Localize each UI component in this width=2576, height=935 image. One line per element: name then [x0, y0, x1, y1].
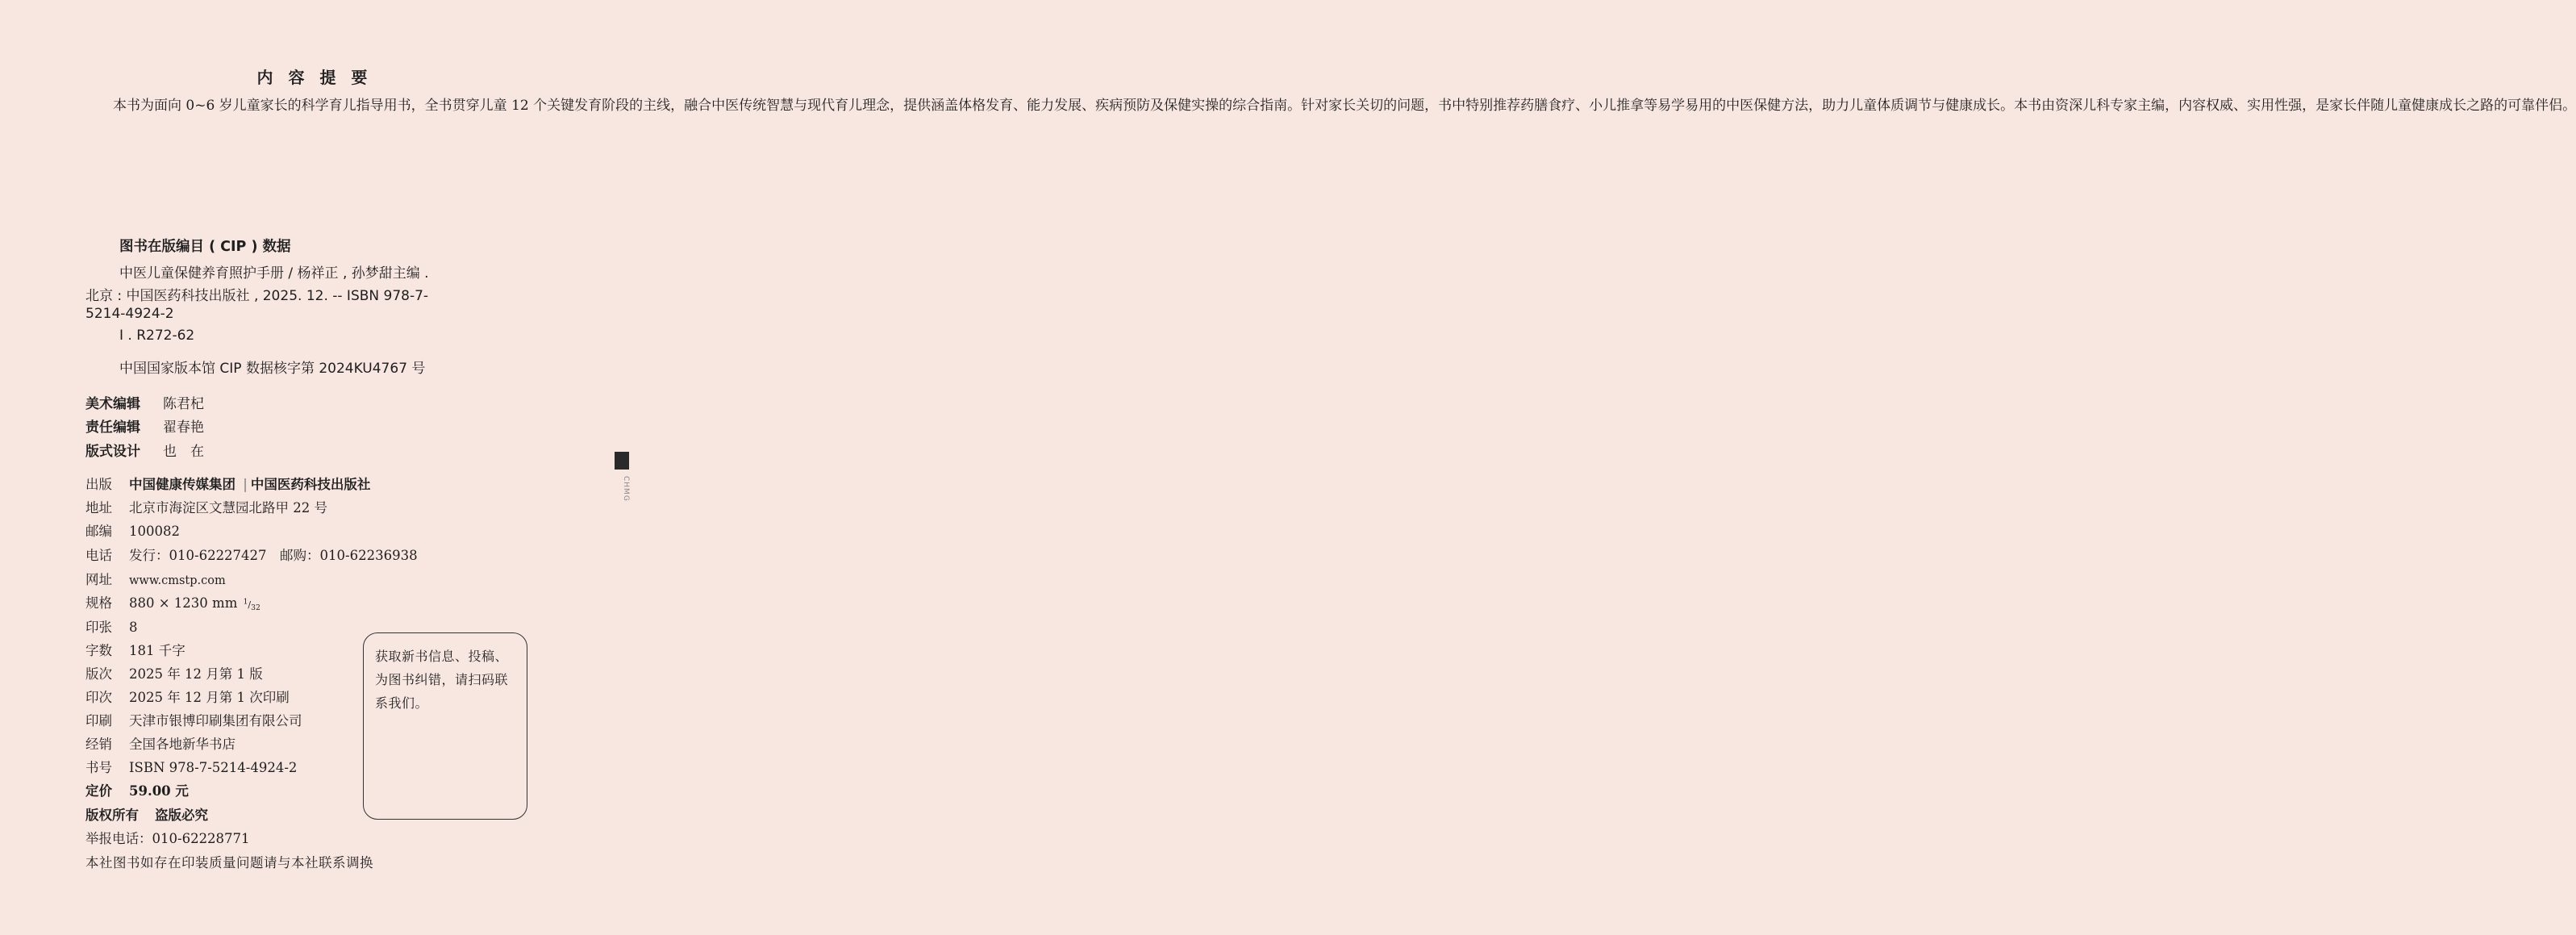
staff-label: 版式设计 — [85, 444, 140, 460]
cip-line-3: 5214-4924-2 — [85, 306, 174, 322]
fraction-numerator: 1 — [243, 597, 248, 607]
info-value: 发行：010-62227427 邮购：010-62236938 — [129, 548, 418, 563]
printer-row — [85, 710, 302, 729]
info-value: 2025 年 12 月第 1 版 — [129, 666, 263, 682]
publisher-row — [85, 474, 370, 493]
fraction-denominator: 32 — [251, 603, 261, 613]
staff-label: 美术编辑 — [85, 396, 140, 412]
piracy-notice: 盗版必究 — [155, 808, 208, 823]
publisher-separator: | — [243, 477, 248, 492]
printing-row — [85, 687, 290, 706]
info-label: 邮编 — [85, 524, 112, 539]
report-phone: 举报电话：010-62228771 — [85, 831, 250, 846]
cip-line-5: 中国国家版本馆 CIP 数据核字第 2024KU4767 号 — [119, 361, 426, 377]
isbn-row — [85, 757, 297, 776]
qr-box-text: 获取新书信息、投稿、为图书纠错，请扫码联系我们。 — [375, 649, 509, 711]
info-label: 经销 — [85, 737, 112, 752]
edition-row — [85, 663, 263, 682]
words-row — [85, 640, 185, 659]
cip-line-4: Ⅰ . R272-62 — [119, 328, 195, 344]
summary-text: 本书为面向 0~6 岁儿童家长的科学育儿指导用书，全书贯穿儿童 12 个关键发育阶段的主线，融合中医传统智慧与现代育儿理念，提供涵盖体格发育、能力发展、疾病预防及保健实操的综合指南。针对家长关切的问题，书中特别推荐药膳食疗、小儿推拿等易学易用的中医保健方法，助力儿童体质调节与健康成长。本书由资深儿科专家主编，内容权威、实用性强，是家长伴随儿童健康成长之路的可靠伴侣。 — [113, 98, 2576, 114]
staff-row — [85, 440, 204, 460]
info-value: 100082 — [129, 524, 180, 539]
info-label: 出版 — [85, 477, 112, 492]
price-row — [85, 780, 189, 799]
website-link[interactable]: www.cmstp.com — [129, 574, 226, 587]
info-label: 电话 — [85, 548, 112, 563]
info-label: 书号 — [85, 760, 112, 775]
distributor-row — [85, 733, 236, 753]
staff-row — [85, 392, 204, 412]
info-label: 规格 — [85, 595, 112, 611]
publisher-press: 中国医药科技出版社 — [250, 477, 371, 492]
info-value: ISBN 978-7-5214-4924-2 — [129, 760, 298, 775]
copyright-label: 版权所有 — [85, 808, 139, 823]
info-value: 2025 年 12 月第 1 次印刷 — [129, 690, 290, 705]
quality-notice: 本社图书如存在印装质量问题请与本社联系调换 — [85, 855, 373, 870]
info-label: 印张 — [85, 620, 112, 635]
qr-code-box — [363, 632, 527, 820]
info-value: 全国各地新华书店 — [129, 737, 236, 752]
info-label: 定价 — [85, 783, 112, 799]
staff-value: 也 在 — [163, 444, 204, 460]
price-value: 59.00 元 — [129, 783, 189, 799]
staff-row — [85, 415, 204, 436]
page-title: 内 容 提 要 — [256, 68, 373, 87]
info-value: 8 — [129, 620, 138, 635]
info-label: 印刷 — [85, 713, 112, 728]
info-value: 天津市银博印刷集团有限公司 — [129, 713, 302, 728]
side-tab-label: CHMG — [622, 476, 630, 502]
sheets-row — [85, 616, 138, 636]
cip-line-2: 北京 : 中国医药科技出版社 , 2025. 12. -- ISBN 978-7- — [85, 288, 429, 304]
info-value: 北京市海淀区文慧园北路甲 22 号 — [129, 500, 327, 516]
staff-value: 陈君杞 — [163, 396, 204, 412]
info-value: 181 千字 — [129, 643, 185, 658]
copyright-row — [85, 804, 208, 824]
summary-block — [85, 94, 2576, 118]
info-label: 版次 — [85, 666, 112, 682]
publisher-logo-icon — [615, 452, 629, 470]
info-label: 印次 — [85, 690, 112, 705]
staff-label: 责任编辑 — [85, 419, 140, 436]
info-value: 880 × 1230 mm — [129, 595, 238, 611]
web-row — [85, 569, 226, 588]
staff-value: 翟春艳 — [163, 419, 204, 436]
cip-line-1: 中医儿童保健养育照护手册 / 杨祥正 , 孙梦甜主编 . — [119, 265, 429, 282]
fraction-slash: / — [248, 599, 252, 610]
zip-row — [85, 520, 180, 540]
format-row — [85, 592, 261, 612]
info-label: 地址 — [85, 500, 112, 516]
info-label: 字数 — [85, 643, 112, 658]
address-row — [85, 497, 327, 516]
publisher-group: 中国健康传媒集团 — [129, 477, 236, 492]
format-fraction — [243, 597, 261, 613]
phone-row — [85, 545, 418, 564]
info-label: 网址 — [85, 572, 112, 587]
cip-title: 图书在版编目 ( CIP ) 数据 — [119, 239, 291, 255]
